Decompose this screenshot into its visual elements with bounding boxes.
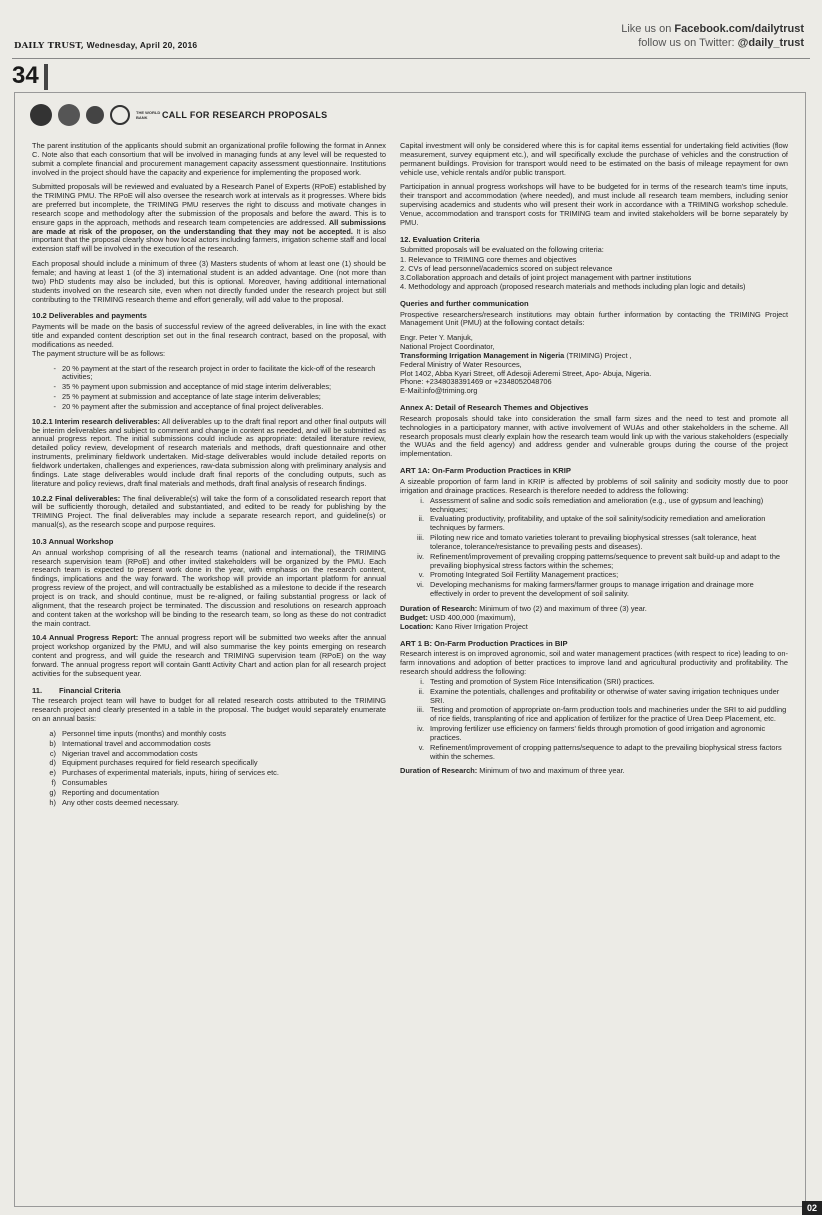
- financial-criteria-heading: 11. Financial Criteria: [32, 685, 121, 695]
- progress-report-heading: 10.4 Annual Progress Report:: [32, 633, 139, 643]
- location-1a: Location: Kano River Irrigation Project: [400, 621, 528, 631]
- twitter-handle[interactable]: @daily_trust: [737, 37, 804, 49]
- budget-1a: Budget: USD 400,000 (maximum),: [400, 612, 516, 622]
- corner-tag: 02: [802, 1201, 822, 1215]
- world-bank-globe-icon: [110, 105, 130, 125]
- advert-header: [30, 104, 530, 134]
- list-item: b) International travel and accommodation costs: [49, 738, 211, 748]
- workshop-budget-paragraph: Participation in annual progress workshops will have to be budgeted for in terms of the research team's time inputs, their transport and accommodation (where needed), and must include all research team members, including senior supervising academics and students who will present their work in accordance with a TRIMING workshop schedule. Venue, accommodation and transport costs for TRIMING team and invited stakeholders will be borne separately by PMU.: [400, 182, 788, 227]
- final-text: The final deliverable(s) will take the form of a consolidated research report that will be sufficiently thorough, detailed and substantiated, and edited to be ready for publishing by the TRIMING Project. The final deliverables may include a separate research report, and guideline(s) or manual(s), as the research scope and purpose requires.: [32, 493, 386, 530]
- review-paragraph: [32, 183, 386, 254]
- social-links: [621, 22, 804, 50]
- interim-heading: 10.2.1 Interim research deliverables:: [32, 416, 160, 426]
- annex-paragraph: Research proposals should take into consideration the small farm sizes and the need to test and promote all technologies in a participatory manner, with active involvement of WUAs and other stakeholders in the scheme. All research proposals must clearly explain how the research team would link up with the various stakeholders (especially the WUAs and the field agency) and address gender and vulnerable groups during the course of the project implementation.: [400, 413, 788, 459]
- interim-deliverables-paragraph: [32, 418, 386, 489]
- payments-paragraph: Payments will be made on the basis of successful review of the agreed deliverables, in line with the exact title and expanded content description set out in the final research contract, based on the proposal, with modifications as needed.: [32, 322, 386, 349]
- contact-address: Plot 1402, Abba Kyari Street, off Adesoji Aderemi Street, Apo- Abuja, Nigeria.: [400, 368, 652, 378]
- risk-notice: All submissions are made at risk of the proposer, on the understanding that they may not be accepted.: [32, 217, 386, 236]
- list-item: f) Consumables: [51, 778, 108, 788]
- facebook-link[interactable]: Facebook.com/dailytrust: [674, 23, 804, 35]
- left-column: [32, 142, 386, 814]
- advert-title: CALL FOR RESEARCH PROPOSALS: [162, 110, 328, 120]
- list-item: v. Refinement/improvement of cropping patterns/sequence to adapt to the prevailing biophysical stress factors within the schemes.: [418, 742, 782, 761]
- queries-heading: Queries and further communication: [400, 298, 529, 308]
- contact-name: Engr. Peter Y. Manjuk,: [400, 333, 473, 343]
- capital-investment-paragraph: Capital investment will only be considered where this is for capital items essential for undertaking field activities (flow measurement, survey equipment etc.), and will specifically exclude the purchase of vehicles and the construction of permanent buildings. Provision for transport would need to be estimated on the basis of mileage repayment for own vehicle use, vehicle rentals and/or public transport.: [400, 141, 788, 177]
- list-item: iii. Piloting new rice and tomato varieties tolerant to prevailing biophysical stresses (salt tolerance, heat tolerance, tolerance/resistance to prevailing pests and diseases).: [417, 533, 757, 551]
- list-item: c) Nigerian travel and accommodation costs: [49, 748, 198, 758]
- list-item: iv. Improving fertilizer use efficiency on farmers' fields through promotion of good irrigation and agronomic practices.: [417, 724, 766, 742]
- art-1b-paragraph: Research interest is on improved agronomic, soil and water management practices (with respect to rice) leading to on-farm innovations and adoption of better practices to improve land and agricultural productivity and profitability. The research should address the following:: [400, 649, 788, 677]
- evaluation-heading: 12. Evaluation Criteria: [400, 234, 480, 244]
- financial-criteria-paragraph: The research project team will have to budget for all related research costs attributed to the TRIMING research project and clearly presented in a table in the proposal. The budget would separately enumerate on an annual basis:: [32, 696, 386, 724]
- workshop-paragraph: An annual workshop comprising of all the research teams (national and international), the TRIMING research supervision team (RPoE) and other invited stakeholders will be organized by the PMU. Each research team is expected to present work done in the year, with emphasis on the research content, findings, implications and the way forward. The workshop will provide an important platform for annual progress review of the project, and will contractually be established as a milestone to decide if the research project is on track, and should continue, must be re-aligned, or failing substantial progress or lack of alignment, that the research project be terminated. The discussion and resolutions on research approach and content taken at the workshop will be binding to the research team, so long as these do not contradict the main contract.: [32, 547, 386, 628]
- list-item: d) Equipment purchases required for field research specifically: [49, 758, 258, 768]
- list-item: ii. Evaluating productivity, profitability, and uptake of the soil salinity/sodicity remediation and amelioration techniques by farmers.: [418, 514, 766, 533]
- interim-text: All deliverables up to the draft final report and other final outputs will be interim deliverables and subject to comment and change in content as needed, and will be submitted as annual progress report. The initial submissions could include as appropriate: detailed literature review, detailed policy review, development of research materials and methods, draft questionnaire and other instruments, preliminary fieldwork undertaken. Mid-stage deliverables would include detailed reports on fieldwork undertaken, challenges and experiences, raw-data submission along with preliminary analysis and findings. Late stage deliverables would include draft final reports of the concluding outputs, such as literature and policy reviews, draft final materials and methods, draft final analysis of research findings.: [32, 416, 386, 488]
- review-text: Submitted proposals will be reviewed and evaluated by a Research Panel of Experts (RPoE) established by the TRIMING PMU. The RPoE will also oversee the research work at intervals as it progresses. Where bids are preferred but incomplete, the TRIMING PMU reserves the right to discuss and motivate changes in research scope and methodology after the submission of the proposals and before the award. This is to ensure gaps in the approach, methods and research team competencies are addressed.: [32, 182, 386, 227]
- contact-role: National Project Coordinator,: [400, 342, 495, 352]
- art-1a-list: [400, 497, 788, 599]
- evaluation-intro: Submitted proposals will be evaluated on the following criteria:: [400, 245, 604, 255]
- logo-strip: [30, 104, 172, 126]
- list-item: v. Promoting Integrated Soil Fertility Management practices;: [418, 570, 619, 580]
- payment-structure-intro: The payment structure will be as follows:: [32, 348, 166, 358]
- masthead: [14, 40, 197, 51]
- world-bank-wordmark: THE WORLD BANK: [136, 110, 161, 120]
- students-paragraph: Each proposal should include a minimum of three (3) Masters students of whom at least one (1) should be female; and having at least 1 (of the 3) international student is an added advantage. One (not more than two) PhD students may also be included, but this is optional. Moreover, having additional international students involved on the research site, even when not directly funded under the research project but still contributing to the TRIMING research theme and effort generally, will add value to the proposal.: [32, 259, 386, 304]
- list-item: 2. CVs of lead personnel/academics scored on subject relevance: [400, 264, 613, 274]
- list-item: ii. Examine the potentials, challenges and profitability or otherwise of water saving irrigation techniques under SRI.: [418, 686, 780, 705]
- list-item: a) Personnel time inputs (months) and monthly costs: [49, 728, 226, 738]
- art-1a-details: [400, 605, 788, 632]
- art-1b-list: [400, 678, 788, 762]
- project-tail: (TRIMING) Project ,: [564, 350, 632, 360]
- list-item: i. Assessment of saline and sodic soils remediation and amelioration (e.g., use of gypsum and leaching) techniques;: [420, 495, 764, 514]
- duration-1b: Duration of Research: Minimum of two and maximum of three year.: [400, 766, 625, 776]
- list-item: vi. Developing mechanisms for making farmers/farmer groups to manage irrigation and drainage more effectively in order to prevent the development of soil salinity.: [416, 580, 754, 599]
- payment-list: [32, 365, 386, 412]
- coat-of-arms-icon: [30, 104, 52, 126]
- contact-phone: Phone: +2348038391469 or +2348052048706: [400, 377, 552, 387]
- triming-logo-icon: [86, 106, 104, 124]
- page-header: [14, 18, 808, 58]
- list-item: i. Testing and promotion of System Rice Intensification (SRI) practices.: [420, 676, 655, 686]
- paper-name: DAILY TRUST,: [14, 41, 85, 51]
- criteria-list: [400, 256, 788, 291]
- list-item: - 20 % payment at the start of the research project in order to facilitate the kick-off of the research activities;: [53, 363, 376, 382]
- list-item: 4. Methodology and approach (proposed research materials and methods including plan logic and details): [400, 281, 746, 291]
- ministry-seal-icon: [58, 104, 80, 126]
- art-1b-heading: ART 1 B: On-Farm Production Practices in BIP: [400, 638, 568, 648]
- annex-heading: Annex A: Detail of Research Themes and Objectives: [400, 403, 589, 413]
- contact-ministry: Federal Ministry of Water Resources,: [400, 359, 522, 369]
- list-item: 1. Relevance to TRIMING core themes and objectives: [400, 255, 577, 265]
- list-item: iv. Refinement/improvement of prevailing cropping patterns/sequence to prevent salt build-up and adapt to the prevailing biophysical stress factors within the schemes;: [417, 551, 781, 570]
- list-item: - 25 % payment at submission and acceptance of late stage interim deliverables;: [53, 392, 321, 402]
- budget-list: [32, 730, 386, 808]
- deliverables-heading: 10.2 Deliverables and payments: [32, 311, 147, 321]
- list-item: h) Any other costs deemed necessary.: [49, 797, 179, 807]
- list-item: e) Purchases of experimental materials, inputs, hiring of services etc.: [49, 768, 279, 778]
- review-tail: It is also important that the proposal clearly show how local actors including farmers, irrigation scheme staff and local extension staff will be involved in the execution of the research.: [32, 226, 387, 254]
- issue-date: Wednesday, April 20, 2016: [86, 40, 198, 50]
- list-item: g) Reporting and documentation: [49, 788, 159, 797]
- final-deliverables-paragraph: [32, 495, 386, 530]
- list-item: - 35 % payment upon submission and acceptance of mid stage interim deliverables;: [53, 382, 332, 392]
- twitter-prefix: follow us on Twitter:: [638, 37, 738, 49]
- right-column: [400, 142, 788, 776]
- list-item: - 20 % payment after the submission and acceptance of final project deliverables.: [53, 401, 324, 411]
- art-1a-paragraph: A sizeable proportion of farm land in KRIP is affected by problems of soil salinity and sodicity mostly due to poor irrigation and drainage practices. Research is therefore needed to address the following:: [400, 477, 788, 495]
- page-number: 34: [12, 62, 39, 89]
- duration-1a: Duration of Research: Minimum of two (2) and maximum of three (3) year.: [400, 603, 647, 613]
- page-number-bar: [44, 64, 48, 90]
- final-heading: 10.2.2 Final deliverables:: [32, 493, 121, 503]
- progress-report-text: The annual progress report will be submitted two weeks after the annual project workshop organized by the PMU, and will also summarise the key points emerging on research content and progress, and will guide the research and TRIMING supervision team (RPoE) on the way forward. The annual progress report will contain Gantt Activity Chart and action plan for all research project activities for the subsequent year.: [32, 633, 386, 678]
- header-rule: [12, 58, 810, 59]
- progress-report-paragraph: [32, 634, 386, 678]
- contact-block: [400, 334, 788, 396]
- list-item: 3.Collaboration approach and details of joint project management with partner institutions: [400, 272, 692, 282]
- list-item: iii. Testing and promotion of appropriate on-farm production tools and machineries under the SRI to aid puddling of rice fields, transplanting of rice and application of fertilizer for the practice of Urea Deep Placement, etc.: [417, 705, 787, 724]
- project-name: Transforming Irrigation Management in Nigeria: [400, 350, 565, 360]
- art-1a-heading: ART 1A: On-Farm Production Practices in KRIP: [400, 466, 571, 476]
- contact-email[interactable]: E-Mail:info@triming.org: [400, 386, 478, 396]
- org-profile-paragraph: The parent institution of the applicants should submit an organizational profile following the format in Annex C. Note also that each consortium that will be involved in managing funds at any level will be requested to submit a complete financial and procurement management capacity assessment questionnaire. Institutions involved in the project should have the capacity and experience for implementing the proposed work.: [32, 141, 386, 177]
- workshop-heading: 10.3 Annual Workshop: [32, 536, 114, 546]
- facebook-prefix: Like us on: [621, 23, 675, 35]
- queries-paragraph: Prospective researchers/research institutions may obtain further information by contacting the TRIMING Project Management Unit (PMU) at the following contact details:: [400, 309, 788, 328]
